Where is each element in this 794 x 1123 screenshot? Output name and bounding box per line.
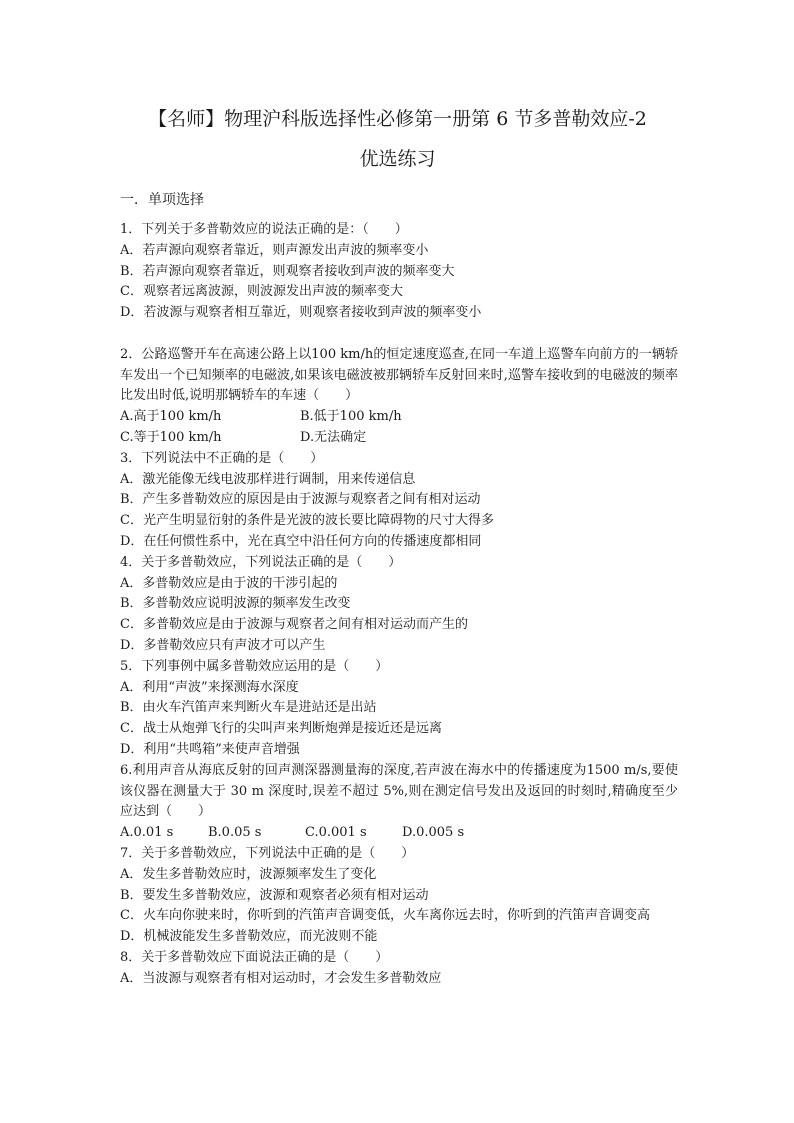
question-3-option-c: C．光产生明显衍射的条件是光波的波长要比障碍物的尺寸大得多 <box>120 513 494 529</box>
question-4-option-b: B．多普勒效应说明波源的频率发生改变 <box>120 596 351 612</box>
question-8-option-a: A．当波源与观察者有相对运动时，才会发生多普勒效应 <box>120 970 442 986</box>
question-4-option-c: C．多普勒效应是由于波源与观察者之间有相对运动而产生的 <box>120 617 468 633</box>
question-6-stem: 6.利用声音从海底反射的回声测深器测量海的深度,若声波在海水中的传播速度为1500 m/s,要使该仪器在测量大于 30 m 深度时,误差不超过 5%,则在测定信号发出及返回的时刻时,精确度至少应达到（ ） <box>120 762 678 820</box>
question-3-stem: 3．下列说法中不正确的是（ ） <box>120 450 324 466</box>
question-6-option-d: D.0.005 s <box>402 825 465 841</box>
document-title-line1: 【名师】物理沪科版选择性必修第一册第 6 节多普勒效应-2 <box>148 108 647 130</box>
question-5-stem: 5．下列事例中属多普勒效应运用的是（ ） <box>120 658 389 674</box>
question-1-stem: 1．下列关于多普勒效应的说法正确的是：（ ） <box>120 222 408 237</box>
question-5-option-a: A．利用“声波”来探测海水深度 <box>120 679 299 695</box>
question-7-option-d: D．机械波能发生多普勒效应，而光波则不能 <box>120 929 378 945</box>
question-spacer <box>120 324 678 345</box>
question-5-option-b: B．由火车汽笛声来判断火车是进站还是出站 <box>120 700 377 716</box>
document-title-line2: 优选练习 <box>359 148 436 170</box>
question-6-option-c: C.0.001 s <box>305 825 367 841</box>
question-2-option-b: B.低于100 km/h <box>300 409 402 425</box>
question-2-options-row2 <box>120 428 678 449</box>
question-6-option-b: B.0.05 s <box>208 825 262 841</box>
question-6-options-row <box>120 823 678 844</box>
question-5-option-c: C．战士从炮弹飞行的尖叫声来判断炮弹是接近还是远离 <box>120 721 442 737</box>
question-7-stem: 7．关于多普勒效应，下列说法中正确的是（ ） <box>120 845 415 861</box>
question-2-option-c: C.等于100 km/h <box>120 429 222 445</box>
question-4-option-d: D．多普勒效应只有声波才可以产生 <box>120 637 326 653</box>
section-heading: 一．单项选择 <box>120 192 204 208</box>
question-6-option-a: A.0.01 s <box>120 825 174 841</box>
question-1-option-d: D．若波源与观察者相互靠近，则观察者接收到声波的频率变小 <box>120 305 482 321</box>
question-4-stem: 4．关于多普勒效应，下列说法正确的是（ ） <box>120 554 402 570</box>
question-2-option-a: A.高于100 km/h <box>120 409 222 425</box>
question-2-stem: 2．公路巡警开车在高速公路上以100 km/h的恒定速度巡查,在同一车道上巡警车向前方的一辆轿车发出一个已知频率的电磁波,如果该电磁波被那辆轿车反射回来时,巡警车接收到的电磁波的频率比发出时低,说明那辆轿车的车速（ ） <box>120 346 678 404</box>
question-3-option-d: D．在任何惯性系中，光在真空中沿任何方向的传播速度都相同 <box>120 533 482 549</box>
question-3-option-a: A．激光能像无线电波那样进行调制，用来传递信息 <box>120 471 416 487</box>
question-2-options-row1 <box>120 407 678 428</box>
question-7-option-c: C．火车向你驶来时，你听到的汽笛声音调变低，火车离你远去时，你听到的汽笛声音调变高 <box>120 908 650 924</box>
question-2-option-d: D.无法确定 <box>300 429 367 445</box>
question-3-option-b: B．产生多普勒效应的原因是由于波源与观察者之间有相对运动 <box>120 492 481 508</box>
question-1-option-c: C．观察者远离波源，则波源发出声波的频率变大 <box>120 284 403 300</box>
question-4-option-a: A．多普勒效应是由于波的干涉引起的 <box>120 575 338 591</box>
question-7-option-b: B．要发生多普勒效应，波源和观察者必须有相对运动 <box>120 887 429 903</box>
question-list <box>120 220 678 989</box>
question-5-option-d: D．利用“共鸣箱”来使声音增强 <box>120 741 300 757</box>
question-1-option-a: A．若声源向观察者靠近，则声源发出声波的频率变小 <box>120 242 429 258</box>
question-1-option-b: B．若声源向观察者靠近，则观察者接收到声波的频率变大 <box>120 263 455 279</box>
question-8-stem: 8．关于多普勒效应下面说法正确的是（ ） <box>120 949 389 965</box>
question-7-option-a: A．发生多普勒效应时，波源频率发生了变化 <box>120 866 377 882</box>
